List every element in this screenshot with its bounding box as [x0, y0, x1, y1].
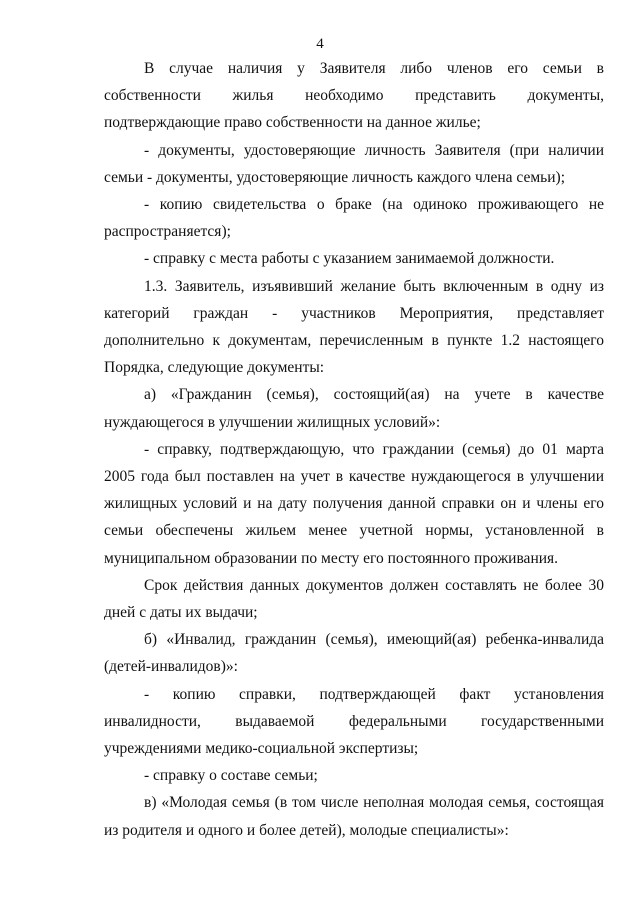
paragraph: Срок действия данных документов должен составлять не более 30 дней с даты их выдачи;: [104, 576, 604, 622]
document-body: [104, 55, 604, 844]
paragraph: - справку, подтверждающую, что граждании (семья) до 01 марта 2005 года был поставлен на учет в качестве нуждающегося в улучшении жилищных условий и на дату получения данной справки он и члены его семьи обеспечены жильем менее учетной нормы, установленной в муниципальном образовании по месту его постоянного проживания.: [104, 440, 604, 567]
paragraph: б) «Инвалид, гражданин (семья), имеющий(ая) ребенка-инвалида (детей-инвалидов)»:: [104, 631, 604, 676]
page-number: 4: [316, 36, 324, 52]
paragraph: - копию свидетельства о браке (на одиноко проживающего не распространяется);: [104, 196, 604, 241]
paragraph: в) «Молодая семья (в том числе неполная молодая семья, состоящая из родителя и одного и более детей), молодые специалисты»:: [104, 794, 604, 839]
paragraph: В случае наличия у Заявителя либо членов его семьи в собственности жилья необходимо представить документы, подтверждающие право собственности на данное жилье;: [104, 60, 604, 132]
paragraph: 1.3. Заявитель, изъявивший желание быть включенным в одну из категорий граждан - участников Мероприятия, представляет дополнительно к документам, перечисленным в пункте 1.2 настоящего Порядка, следующие документы:: [104, 277, 604, 377]
paragraph: - копию справки, подтверждающей факт установления инвалидности, выдаваемой федеральными государственными учреждениями медико-социальной экспертизы;: [104, 685, 604, 758]
paragraph: а) «Гражданин (семья), состоящий(ая) на учете в качестве нуждающегося в улучшении жилищных условий»:: [104, 386, 604, 431]
paragraph: - справку о составе семьи;: [144, 767, 318, 785]
paragraph: - справку с места работы с указанием занимаемой должности.: [144, 250, 555, 268]
paragraph: - документы, удостоверяющие личность Заявителя (при наличии семьи - документы, удостоверяющие личность каждого члена семьи);: [104, 141, 604, 186]
